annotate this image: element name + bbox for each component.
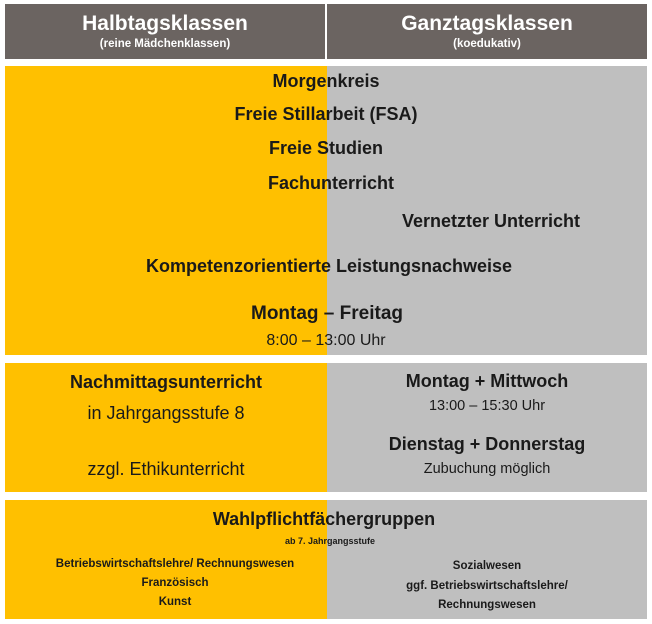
freie-stillarbeit-label: Freie Stillarbeit (FSA) <box>234 104 418 124</box>
fachunterricht-label: Fachunterricht <box>267 173 395 193</box>
dienstag-donnerstag-label: Dienstag + Donnerstag <box>388 434 586 454</box>
wahlpflicht-subtitle: ab 7. Jahrgangsstufe <box>284 536 376 546</box>
nachmittagsunterricht-label: Nachmittagsunterricht <box>69 372 263 392</box>
wahlpflicht-title: Wahlpflichtfächergruppen <box>212 509 436 529</box>
header-halbtag-subtitle: (reine Mädchenklassen) <box>99 38 231 50</box>
header-halbtag-title: Halbtagsklassen <box>82 12 248 35</box>
freie-studien-label: Freie Studien <box>268 138 384 158</box>
morgenkreis-label: Morgenkreis <box>272 71 380 91</box>
header-ganztag-subtitle: (koedukativ) <box>453 38 521 50</box>
header-ganztag <box>327 4 647 59</box>
elective-ganztag-item: Sozialwesen <box>452 560 522 572</box>
header-halbtag <box>5 4 325 59</box>
elective-halbtag-item: Kunst <box>158 596 192 608</box>
header-ganztag-title: Ganztagsklassen <box>401 12 573 35</box>
morning-time: 8:00 – 13:00 Uhr <box>266 332 386 349</box>
morning-days: Montag – Freitag <box>250 303 404 324</box>
leistungsnachweise-label: Kompetenzorientierte Leistungsnachweise <box>145 256 513 276</box>
jahrgangsstufe-label: in Jahrgangsstufe 8 <box>87 403 245 423</box>
elective-ganztag-item: ggf. Betriebswirtschaftslehre/ <box>406 580 568 592</box>
elective-ganztag-item: Rechnungswesen <box>438 599 536 611</box>
ethikunterricht-label: zzgl. Ethikunterricht <box>87 459 245 479</box>
elective-halbtag-item: Französisch <box>141 577 209 589</box>
zubuchung-label: Zubuchung möglich <box>423 461 551 477</box>
montag-mittwoch-label: Montag + Mittwoch <box>405 371 569 391</box>
elective-halbtag-item: Betriebswirtschaftslehre/ Rechnungswesen <box>55 558 295 570</box>
vernetzter-unterricht-label: Vernetzter Unterricht <box>401 211 581 231</box>
afternoon-time: 13:00 – 15:30 Uhr <box>428 398 546 414</box>
